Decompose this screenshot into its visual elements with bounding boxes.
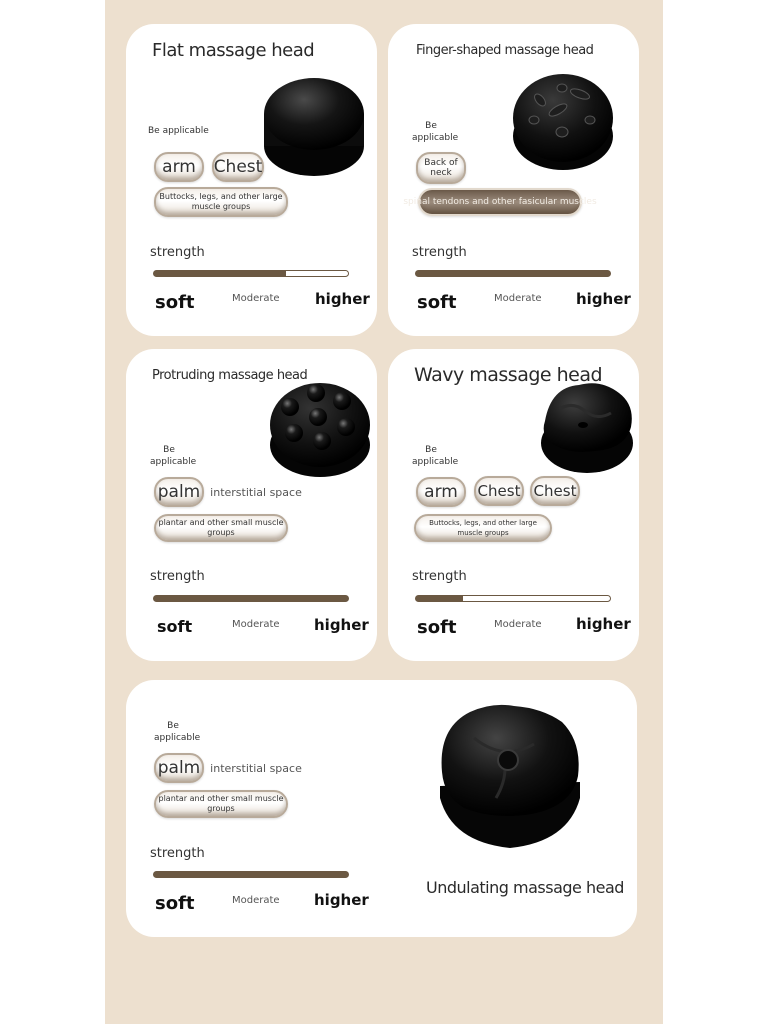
tag-palm: palm — [154, 477, 204, 507]
applicable-label: Be applicable — [148, 126, 209, 136]
level-soft: soft — [155, 893, 195, 914]
tag-palm: palm — [154, 753, 204, 783]
strength-fill — [154, 872, 348, 877]
protruding-massage-head-icon — [268, 379, 372, 479]
card-title: Wavy massage head — [414, 364, 603, 386]
finger-massage-head-icon — [510, 70, 616, 174]
undulating-massage-head-icon — [434, 702, 584, 850]
tag-spinal-tendons: spinal tendons and other fasicular muscles — [418, 188, 582, 216]
applicable-label — [150, 444, 197, 468]
applicable-word-1: Be — [167, 721, 179, 731]
level-higher: higher — [314, 616, 369, 634]
card-title: Finger-shaped massage head — [416, 43, 594, 58]
tag-large-muscle-groups: Buttocks, legs, and other large muscle groups — [414, 514, 552, 542]
card-flat-massage-head — [126, 24, 377, 336]
card-wavy-massage-head — [388, 349, 639, 661]
card-protruding-massage-head — [126, 349, 377, 661]
applicable-word-1: Be — [425, 121, 437, 131]
level-moderate: Moderate — [232, 293, 280, 304]
level-moderate: Moderate — [494, 293, 542, 304]
card-title: Undulating massage head — [426, 878, 624, 897]
strength-bar — [153, 595, 349, 602]
strength-bar — [415, 270, 611, 277]
card-finger-massage-head — [388, 24, 639, 336]
strength-label: strength — [412, 245, 467, 260]
applicable-word-2: applicable — [412, 133, 459, 143]
level-moderate: Moderate — [232, 619, 280, 630]
strength-fill — [154, 271, 286, 276]
tag-chest-2: Chest — [530, 476, 580, 506]
tag-interstitial-space: interstitial space — [210, 761, 302, 775]
level-higher: higher — [314, 891, 369, 909]
level-soft: soft — [417, 292, 457, 313]
tag-small-muscle-groups: plantar and other small muscle groups — [154, 514, 288, 542]
card-title: Protruding massage head — [152, 368, 308, 383]
applicable-word-1: Be — [425, 445, 437, 455]
strength-fill — [416, 271, 610, 276]
applicable-word-2: applicable — [154, 733, 201, 743]
tag-chest: Chest — [212, 152, 264, 182]
level-soft: soft — [155, 292, 195, 313]
tag-back-of-neck: Back of neck — [416, 152, 466, 184]
level-soft: soft — [157, 617, 193, 636]
strength-bar — [153, 871, 349, 878]
level-moderate: Moderate — [494, 619, 542, 630]
level-higher: higher — [315, 290, 370, 308]
tag-interstitial-space: interstitial space — [210, 485, 302, 499]
strength-bar — [153, 270, 349, 277]
level-moderate: Moderate — [232, 895, 280, 906]
applicable-word-2: applicable — [412, 457, 459, 467]
flat-massage-head-icon — [261, 74, 367, 184]
tag-large-muscle-groups: Buttocks, legs, and other large muscle groups — [154, 187, 288, 217]
applicable-label — [412, 120, 459, 144]
strength-fill — [154, 596, 348, 601]
level-soft: soft — [417, 617, 457, 638]
tag-small-muscle-groups: plantar and other small muscle groups — [154, 790, 288, 818]
card-title: Flat massage head — [152, 40, 315, 61]
applicable-label — [154, 720, 201, 744]
tag-arm: arm — [154, 152, 204, 182]
applicable-word-2: applicable — [150, 457, 197, 467]
wavy-massage-head-icon — [539, 379, 635, 475]
strength-fill — [416, 596, 463, 601]
card-undulating-massage-head — [126, 680, 637, 937]
tag-chest: Chest — [474, 476, 524, 506]
strength-label: strength — [412, 569, 467, 584]
strength-label: strength — [150, 245, 205, 260]
level-higher: higher — [576, 615, 631, 633]
applicable-word-1: Be — [163, 445, 175, 455]
strength-bar — [415, 595, 611, 602]
strength-label: strength — [150, 569, 205, 584]
strength-label: strength — [150, 846, 205, 861]
applicable-label — [412, 444, 459, 468]
level-higher: higher — [576, 290, 631, 308]
tag-arm: arm — [416, 477, 466, 507]
